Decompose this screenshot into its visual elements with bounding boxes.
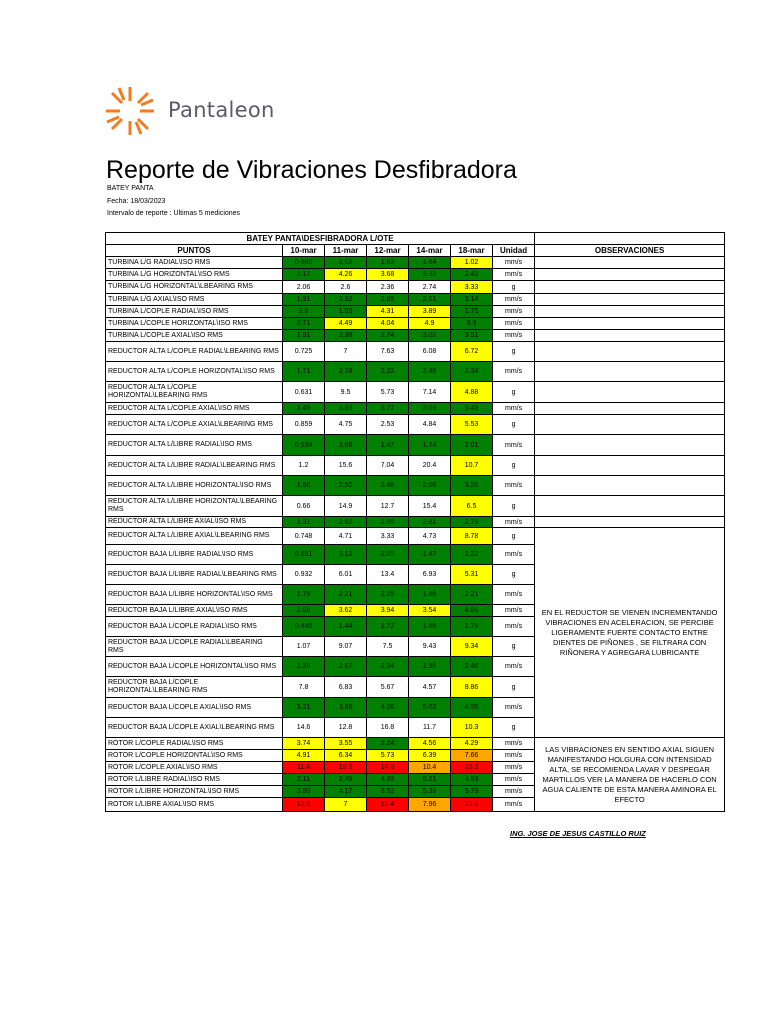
- table-row: [106, 294, 725, 306]
- punto-cell: REDUCTOR BAJA L/COPLE AXIAL\ISO RMS: [106, 698, 283, 718]
- value-cell: 4.84: [409, 415, 451, 435]
- value-cell: 4.39: [367, 774, 409, 786]
- value-cell: 0.980: [283, 257, 325, 269]
- value-cell: 2.49: [325, 774, 367, 786]
- table-band-blank: [535, 233, 725, 245]
- value-cell: 3.92: [367, 786, 409, 798]
- header-date-2: 11-mar: [325, 245, 367, 257]
- value-cell: 4.49: [325, 318, 367, 330]
- value-cell: 2.67: [325, 657, 367, 677]
- unit-cell: mm/s: [493, 698, 535, 718]
- value-cell: 3.51: [451, 330, 493, 342]
- value-cell: 0.932: [283, 565, 325, 585]
- observation-cell: EN EL REDUCTOR SE VIENEN INCREMENTANDO VIBRACIONES EN ACELERACION, SE PERCIBE LIGERAMENTE FUERTE CONTACTO ENTRE DIENTES DE PIÑONES , SE FILTRARA CON RIÑONERA Y AGREGARA LUBRICANTE: [535, 528, 725, 738]
- observation-cell: LAS VIBRACIONES EN SENTIDO AXIAL SIGUEN MANIFESTANDO HOLGURA CON INTENSIDAD ALTA, SE RECOMIENDA LAVAR Y DESPEGAR MARTILLOS VER LA MANERA DE HACERLO CON AGUA CALIENTE DE ESTA MANERA AMINORA EL EFECTO: [535, 738, 725, 812]
- unit-cell: g: [493, 528, 535, 545]
- value-cell: 1.63: [367, 257, 409, 269]
- punto-cell: TURBINA L/G AXIAL\ISO RMS: [106, 294, 283, 306]
- value-cell: 1.75: [451, 306, 493, 318]
- value-cell: 2.62: [325, 517, 367, 528]
- unit-cell: g: [493, 496, 535, 517]
- value-cell: 5.33: [409, 786, 451, 798]
- value-cell: 8.86: [451, 677, 493, 698]
- value-cell: 4.88: [451, 382, 493, 403]
- value-cell: 12.8: [325, 718, 367, 738]
- value-cell: 3.86: [325, 698, 367, 718]
- value-cell: 7.96: [409, 798, 451, 812]
- observation-empty-cell: [535, 403, 725, 415]
- punto-cell: REDUCTOR ALTA L/COPLE AXIAL\LBEARING RMS: [106, 415, 283, 435]
- header-puntos: PUNTOS: [106, 245, 283, 257]
- table-row: [106, 330, 725, 342]
- value-cell: 6.72: [451, 342, 493, 362]
- observation-empty-cell: [535, 330, 725, 342]
- value-cell: 0.445: [283, 617, 325, 637]
- table-row: [106, 738, 725, 750]
- unit-cell: g: [493, 565, 535, 585]
- value-cell: 2.34: [451, 362, 493, 382]
- value-cell: 1.07: [283, 637, 325, 657]
- punto-cell: REDUCTOR ALTA L/LIBRE RADIAL\LBEARING RMS: [106, 456, 283, 476]
- value-cell: 2.71: [283, 318, 325, 330]
- brand-name: Pantaleon: [168, 98, 275, 122]
- value-cell: 3.9: [451, 318, 493, 330]
- value-cell: 9.5: [325, 382, 367, 403]
- value-cell: 4.95: [451, 698, 493, 718]
- report-date: Fecha: 18/03/2023: [107, 198, 166, 205]
- unit-cell: mm/s: [493, 798, 535, 812]
- value-cell: 7.5: [367, 637, 409, 657]
- value-cell: 1.64: [409, 257, 451, 269]
- value-cell: 16.8: [367, 718, 409, 738]
- observation-empty-cell: [535, 382, 725, 403]
- value-cell: 5.43: [451, 403, 493, 415]
- value-cell: 4.53: [451, 774, 493, 786]
- punto-cell: REDUCTOR ALTA L/COPLE AXIAL\ISO RMS: [106, 403, 283, 415]
- value-cell: 3.68: [367, 269, 409, 281]
- value-cell: 2.8: [283, 306, 325, 318]
- observation-empty-cell: [535, 269, 725, 281]
- value-cell: 2.78: [325, 362, 367, 382]
- value-cell: 1.22: [451, 545, 493, 565]
- value-cell: 5.67: [367, 677, 409, 698]
- value-cell: 1.91: [283, 330, 325, 342]
- observation-empty-cell: [535, 294, 725, 306]
- value-cell: 2.17: [283, 269, 325, 281]
- punto-cell: REDUCTOR ALTA L/COPLE HORIZONTAL\LBEARING RMS: [106, 382, 283, 403]
- value-cell: 1.47: [409, 545, 451, 565]
- value-cell: 2.46: [451, 657, 493, 677]
- value-cell: 1.02: [451, 257, 493, 269]
- table-row: [106, 306, 725, 318]
- unit-cell: mm/s: [493, 750, 535, 762]
- value-cell: 3.62: [325, 605, 367, 617]
- punto-cell: TURBINA L/G RADIAL\ISO RMS: [106, 257, 283, 269]
- unit-cell: g: [493, 415, 535, 435]
- value-cell: 4.75: [325, 415, 367, 435]
- report-location: BATEY PANTA: [107, 185, 154, 192]
- observation-empty-cell: [535, 281, 725, 294]
- value-cell: 4.86: [451, 605, 493, 617]
- value-cell: 2.74: [367, 330, 409, 342]
- value-cell: 1.47: [367, 435, 409, 456]
- punto-cell: TURBINA L/COPLE RADIAL\ISO RMS: [106, 306, 283, 318]
- header-date-5: 18-mar: [451, 245, 493, 257]
- value-cell: 5.79: [451, 786, 493, 798]
- value-cell: 1.44: [325, 617, 367, 637]
- value-cell: 9.43: [409, 637, 451, 657]
- value-cell: 3.33: [367, 528, 409, 545]
- punto-cell: REDUCTOR ALTA L/LIBRE HORIZONTAL\ISO RMS: [106, 476, 283, 496]
- punto-cell: REDUCTOR BAJA L/COPLE HORIZONTAL\ISO RMS: [106, 657, 283, 677]
- unit-cell: mm/s: [493, 294, 535, 306]
- table-row: [106, 528, 725, 545]
- value-cell: 2.48: [367, 476, 409, 496]
- unit-cell: mm/s: [493, 774, 535, 786]
- value-cell: 2.79: [451, 517, 493, 528]
- value-cell: 3.26: [451, 476, 493, 496]
- value-cell: 0.748: [283, 528, 325, 545]
- value-cell: 12.7: [367, 496, 409, 517]
- value-cell: 2.53: [367, 415, 409, 435]
- value-cell: 4.9: [409, 318, 451, 330]
- value-cell: 2.85: [367, 294, 409, 306]
- value-cell: 2.21: [325, 585, 367, 605]
- value-cell: 9.07: [325, 637, 367, 657]
- value-cell: 7.14: [409, 382, 451, 403]
- value-cell: 4.91: [283, 750, 325, 762]
- value-cell: 6.83: [325, 677, 367, 698]
- punto-cell: REDUCTOR ALTA L/COPLE RADIAL\LBEARING RMS: [106, 342, 283, 362]
- punto-cell: TURBINA L/G HORIZONTAL\LBEARING RMS: [106, 281, 283, 294]
- unit-cell: mm/s: [493, 762, 535, 774]
- value-cell: 28.2: [451, 762, 493, 774]
- value-cell: 2.24: [367, 738, 409, 750]
- value-cell: 4.17: [325, 786, 367, 798]
- vibration-table: [105, 232, 725, 812]
- punto-cell: REDUCTOR BAJA L/LIBRE RADIAL\ISO RMS: [106, 545, 283, 565]
- value-cell: 1.96: [409, 657, 451, 677]
- value-cell: 15.4: [409, 496, 451, 517]
- value-cell: 1.31: [283, 294, 325, 306]
- value-cell: 2.50: [325, 476, 367, 496]
- value-cell: 3.14: [451, 294, 493, 306]
- table-row: [106, 435, 725, 456]
- table-row: [106, 382, 725, 403]
- value-cell: 4.26: [367, 698, 409, 718]
- value-cell: 5.31: [451, 565, 493, 585]
- value-cell: 2.81: [409, 517, 451, 528]
- value-cell: 2.21: [451, 585, 493, 605]
- punto-cell: REDUCTOR BAJA L/COPLE RADIAL\LBEARING RMS: [106, 637, 283, 657]
- punto-cell: REDUCTOR ALTA L/LIBRE RADIAL\ISO RMS: [106, 435, 283, 456]
- value-cell: 2.02: [325, 257, 367, 269]
- observation-empty-cell: [535, 456, 725, 476]
- unit-cell: mm/s: [493, 306, 535, 318]
- observation-empty-cell: [535, 476, 725, 496]
- value-cell: 14.8: [367, 762, 409, 774]
- table-row: [106, 342, 725, 362]
- punto-cell: REDUCTOR BAJA L/COPLE AXIAL\LBEARING RMS: [106, 718, 283, 738]
- header-date-1: 10-mar: [283, 245, 325, 257]
- value-cell: 0.725: [283, 342, 325, 362]
- unit-cell: g: [493, 281, 535, 294]
- punto-cell: ROTOR L/COPLE AXIAL\ISO RMS: [106, 762, 283, 774]
- value-cell: 7.66: [451, 750, 493, 762]
- value-cell: 7: [325, 798, 367, 812]
- value-cell: 5.53: [451, 415, 493, 435]
- punto-cell: REDUCTOR ALTA L/LIBRE AXIAL\ISO RMS: [106, 517, 283, 528]
- table-row: [106, 318, 725, 330]
- table-row: [106, 415, 725, 435]
- value-cell: 18.4: [367, 798, 409, 812]
- value-cell: 3.12: [325, 545, 367, 565]
- unit-cell: mm/s: [493, 362, 535, 382]
- punto-cell: ROTOR L/LIBRE AXIAL\ISO RMS: [106, 798, 283, 812]
- value-cell: 2.43: [451, 269, 493, 281]
- value-cell: 4.26: [325, 269, 367, 281]
- value-cell: 1.60: [283, 476, 325, 496]
- observation-empty-cell: [535, 257, 725, 269]
- value-cell: 7.8: [283, 677, 325, 698]
- report-title: Reporte de Vibraciones Desfibradora: [106, 156, 517, 184]
- value-cell: 3.74: [283, 738, 325, 750]
- unit-cell: mm/s: [493, 318, 535, 330]
- unit-cell: mm/s: [493, 269, 535, 281]
- unit-cell: mm/s: [493, 545, 535, 565]
- value-cell: 15.6: [325, 456, 367, 476]
- value-cell: 11.7: [409, 718, 451, 738]
- value-cell: 0.631: [283, 382, 325, 403]
- value-cell: 20.4: [409, 456, 451, 476]
- table-row: [106, 456, 725, 476]
- unit-cell: g: [493, 456, 535, 476]
- punto-cell: REDUCTOR BAJA L/LIBRE HORIZONTAL\ISO RMS: [106, 585, 283, 605]
- header-observaciones: OBSERVACIONES: [535, 245, 725, 257]
- value-cell: 10.7: [451, 456, 493, 476]
- report-interval: Intervalo de reporte : Ultimas 5 mediciones: [107, 210, 241, 217]
- value-cell: 2.36: [367, 281, 409, 294]
- unit-cell: g: [493, 342, 535, 362]
- value-cell: 0.534: [283, 435, 325, 456]
- value-cell: 4.56: [409, 738, 451, 750]
- value-cell: 2.6: [325, 281, 367, 294]
- value-cell: 6.5: [451, 496, 493, 517]
- value-cell: 13.4: [367, 565, 409, 585]
- table-body: [106, 257, 725, 812]
- unit-cell: mm/s: [493, 786, 535, 798]
- value-cell: 7.63: [367, 342, 409, 362]
- value-cell: 7: [325, 342, 367, 362]
- value-cell: 2.74: [409, 281, 451, 294]
- unit-cell: mm/s: [493, 617, 535, 637]
- unit-cell: g: [493, 382, 535, 403]
- punto-cell: ROTOR L/LIBRE HORIZONTAL\ISO RMS: [106, 786, 283, 798]
- value-cell: 1.31: [283, 517, 325, 528]
- value-cell: 1.69: [325, 306, 367, 318]
- value-cell: 5.73: [367, 750, 409, 762]
- unit-cell: g: [493, 637, 535, 657]
- value-cell: 3.06: [325, 435, 367, 456]
- value-cell: 2.08: [283, 605, 325, 617]
- punto-cell: TURBINA L/G HORIZONTAL\ISO RMS: [106, 269, 283, 281]
- unit-cell: mm/s: [493, 435, 535, 456]
- value-cell: 5.21: [409, 774, 451, 786]
- value-cell: 6.93: [409, 565, 451, 585]
- observation-empty-cell: [535, 362, 725, 382]
- punto-cell: TURBINA L/COPLE HORIZONTAL\ISO RMS: [106, 318, 283, 330]
- observation-empty-cell: [535, 306, 725, 318]
- value-cell: 1.71: [283, 362, 325, 382]
- value-cell: 3.21: [283, 698, 325, 718]
- value-cell: 3.80: [283, 786, 325, 798]
- value-cell: 4.04: [367, 318, 409, 330]
- value-cell: 3.33: [451, 281, 493, 294]
- punto-cell: REDUCTOR ALTA L/LIBRE HORIZONTAL\LBEARING RMS: [106, 496, 283, 517]
- value-cell: 1.75: [283, 585, 325, 605]
- punto-cell: REDUCTOR ALTA L/LIBRE AXIAL\LBEARING RMS: [106, 528, 283, 545]
- value-cell: 8.78: [451, 528, 493, 545]
- unit-cell: mm/s: [493, 517, 535, 528]
- unit-cell: mm/s: [493, 585, 535, 605]
- value-cell: 1.72: [367, 617, 409, 637]
- value-cell: 1.86: [409, 585, 451, 605]
- punto-cell: REDUCTOR ALTA L/COPLE HORIZONTAL\ISO RMS: [106, 362, 283, 382]
- table-row: [106, 496, 725, 517]
- value-cell: 1.66: [409, 617, 451, 637]
- unit-cell: mm/s: [493, 403, 535, 415]
- value-cell: 3.54: [409, 605, 451, 617]
- unit-cell: g: [493, 718, 535, 738]
- value-cell: 3.02: [409, 330, 451, 342]
- observation-empty-cell: [535, 496, 725, 517]
- value-cell: 6.08: [409, 342, 451, 362]
- value-cell: 3.33: [409, 269, 451, 281]
- unit-cell: mm/s: [493, 476, 535, 496]
- value-cell: 7.04: [367, 456, 409, 476]
- value-cell: 2.89: [367, 545, 409, 565]
- value-cell: 5.73: [367, 382, 409, 403]
- value-cell: 3.09: [409, 403, 451, 415]
- value-cell: 2.34: [367, 657, 409, 677]
- value-cell: 2.38: [325, 330, 367, 342]
- header-unidad: Unidad: [493, 245, 535, 257]
- engineer-signature: ING. JOSE DE JESUS CASTILLO RUIZ: [510, 829, 646, 838]
- value-cell: 3.77: [367, 403, 409, 415]
- value-cell: 4.29: [451, 738, 493, 750]
- value-cell: 6.39: [409, 750, 451, 762]
- value-cell: 0.859: [283, 415, 325, 435]
- value-cell: 2.01: [451, 435, 493, 456]
- value-cell: 4.31: [367, 306, 409, 318]
- punto-cell: ROTOR L/COPLE RADIAL\ISO RMS: [106, 738, 283, 750]
- unit-cell: mm/s: [493, 257, 535, 269]
- observation-empty-cell: [535, 342, 725, 362]
- punto-cell: REDUCTOR BAJA L/LIBRE RADIAL\LBEARING RMS: [106, 565, 283, 585]
- unit-cell: mm/s: [493, 738, 535, 750]
- value-cell: 14.6: [283, 718, 325, 738]
- value-cell: 11.4: [283, 762, 325, 774]
- value-cell: 3.94: [367, 605, 409, 617]
- value-cell: 2.06: [283, 281, 325, 294]
- value-cell: 1.49: [283, 403, 325, 415]
- value-cell: 3.89: [409, 306, 451, 318]
- observation-empty-cell: [535, 318, 725, 330]
- table-row: [106, 257, 725, 269]
- value-cell: 2.61: [409, 294, 451, 306]
- table-row: [106, 476, 725, 496]
- header-date-4: 14-mar: [409, 245, 451, 257]
- punto-cell: REDUCTOR BAJA L/COPLE HORIZONTAL\LBEARING RMS: [106, 677, 283, 698]
- observation-empty-cell: [535, 435, 725, 456]
- value-cell: 1.79: [451, 617, 493, 637]
- value-cell: 2.22: [367, 362, 409, 382]
- value-cell: 18.5: [283, 798, 325, 812]
- punto-cell: REDUCTOR BAJA L/COPLE RADIAL\ISO RMS: [106, 617, 283, 637]
- value-cell: 2.06: [409, 476, 451, 496]
- value-cell: 5.02: [409, 698, 451, 718]
- table-row: [106, 281, 725, 294]
- value-cell: 2.46: [409, 362, 451, 382]
- value-cell: 4.71: [325, 528, 367, 545]
- value-cell: 1.2: [283, 456, 325, 476]
- punto-cell: ROTOR L/COPLE HORIZONTAL\ISO RMS: [106, 750, 283, 762]
- value-cell: 10.4: [409, 762, 451, 774]
- unit-cell: g: [493, 677, 535, 698]
- value-cell: 4.57: [409, 677, 451, 698]
- value-cell: 6.01: [325, 565, 367, 585]
- table-row: [106, 517, 725, 528]
- value-cell: 23.2: [451, 798, 493, 812]
- value-cell: 2.25: [367, 585, 409, 605]
- pantaleon-logo-icon: [103, 84, 157, 138]
- value-cell: 18.9: [325, 762, 367, 774]
- observation-empty-cell: [535, 517, 725, 528]
- value-cell: 2.32: [325, 294, 367, 306]
- table-row: [106, 403, 725, 415]
- value-cell: 2.11: [283, 774, 325, 786]
- value-cell: 4.73: [409, 528, 451, 545]
- table-row: [106, 362, 725, 382]
- table-band-title: BATEY PANTA\DESFIBRADORA L/OTE: [106, 233, 535, 245]
- punto-cell: REDUCTOR BAJA L/LIBRE AXIAL\ISO RMS: [106, 605, 283, 617]
- value-cell: 2.39: [283, 657, 325, 677]
- value-cell: 10.3: [451, 718, 493, 738]
- value-cell: 3.55: [325, 738, 367, 750]
- value-cell: 14.9: [325, 496, 367, 517]
- header-date-3: 12-mar: [367, 245, 409, 257]
- unit-cell: mm/s: [493, 657, 535, 677]
- value-cell: 2.95: [367, 517, 409, 528]
- value-cell: 6.34: [325, 750, 367, 762]
- value-cell: 0.691: [283, 545, 325, 565]
- unit-cell: mm/s: [493, 330, 535, 342]
- value-cell: 1.74: [409, 435, 451, 456]
- value-cell: 3.83: [325, 403, 367, 415]
- observation-empty-cell: [535, 415, 725, 435]
- table-row: [106, 269, 725, 281]
- value-cell: 0.66: [283, 496, 325, 517]
- punto-cell: ROTOR L/LIBRE RADIAL\ISO RMS: [106, 774, 283, 786]
- unit-cell: mm/s: [493, 605, 535, 617]
- value-cell: 9.34: [451, 637, 493, 657]
- punto-cell: TURBINA L/COPLE AXIAL\ISO RMS: [106, 330, 283, 342]
